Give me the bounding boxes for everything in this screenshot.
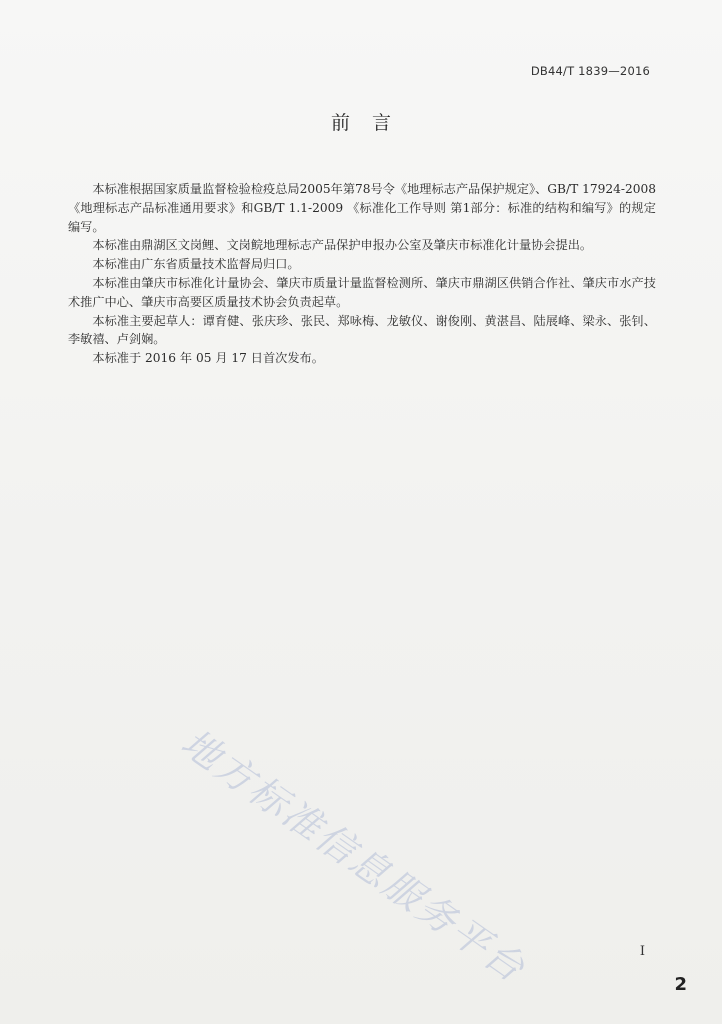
paragraph-release-date: 本标准于 2016 年 05 月 17 日首次发布。 bbox=[92, 351, 324, 366]
paragraph-administrator: 本标准由广东省质量技术监督局归口。 bbox=[92, 257, 300, 272]
page-title: 前言 bbox=[330, 112, 413, 134]
paragraph-drafters: 本标准主要起草人：谭育健、张庆珍、张民、郑咏梅、龙敏仪、谢俊刚、黄湛昌、陆展峰、梁永、张钊、李敏禧、卢剑娴。 bbox=[68, 313, 656, 347]
paragraph-proposer: 本标准由鼎湖区文岗鲤、文岗鲩地理标志产品保护申报办公室及肇庆市标准化计量协会提出。 bbox=[92, 238, 593, 253]
standard-code: DB44/T 1839—2016 bbox=[530, 64, 650, 78]
paragraph-drafting-units: 本标准由肇庆市标准化计量协会、肇庆市质量计量监督检测所、肇庆市鼎湖区供销合作社、肇庆市水产技术推广中心、肇庆市高要区质量技术协会负责起草。 bbox=[68, 275, 656, 309]
paragraph-basis: 本标准根据国家质量监督检验检疫总局2005年第78号令《地理标志产品保护规定》、GB/T 17924-2008《地理标志产品标准通用要求》和GB/T 1.1-2009 《标准化工作导则 第1部分：标准的结构和编写》的规定编写。 bbox=[68, 182, 656, 234]
foreword-body bbox=[68, 180, 656, 368]
sheet-number: 2 bbox=[674, 974, 687, 995]
watermark: 地方标准信息服务平台 bbox=[173, 720, 535, 992]
roman-page-number: I bbox=[639, 944, 645, 959]
